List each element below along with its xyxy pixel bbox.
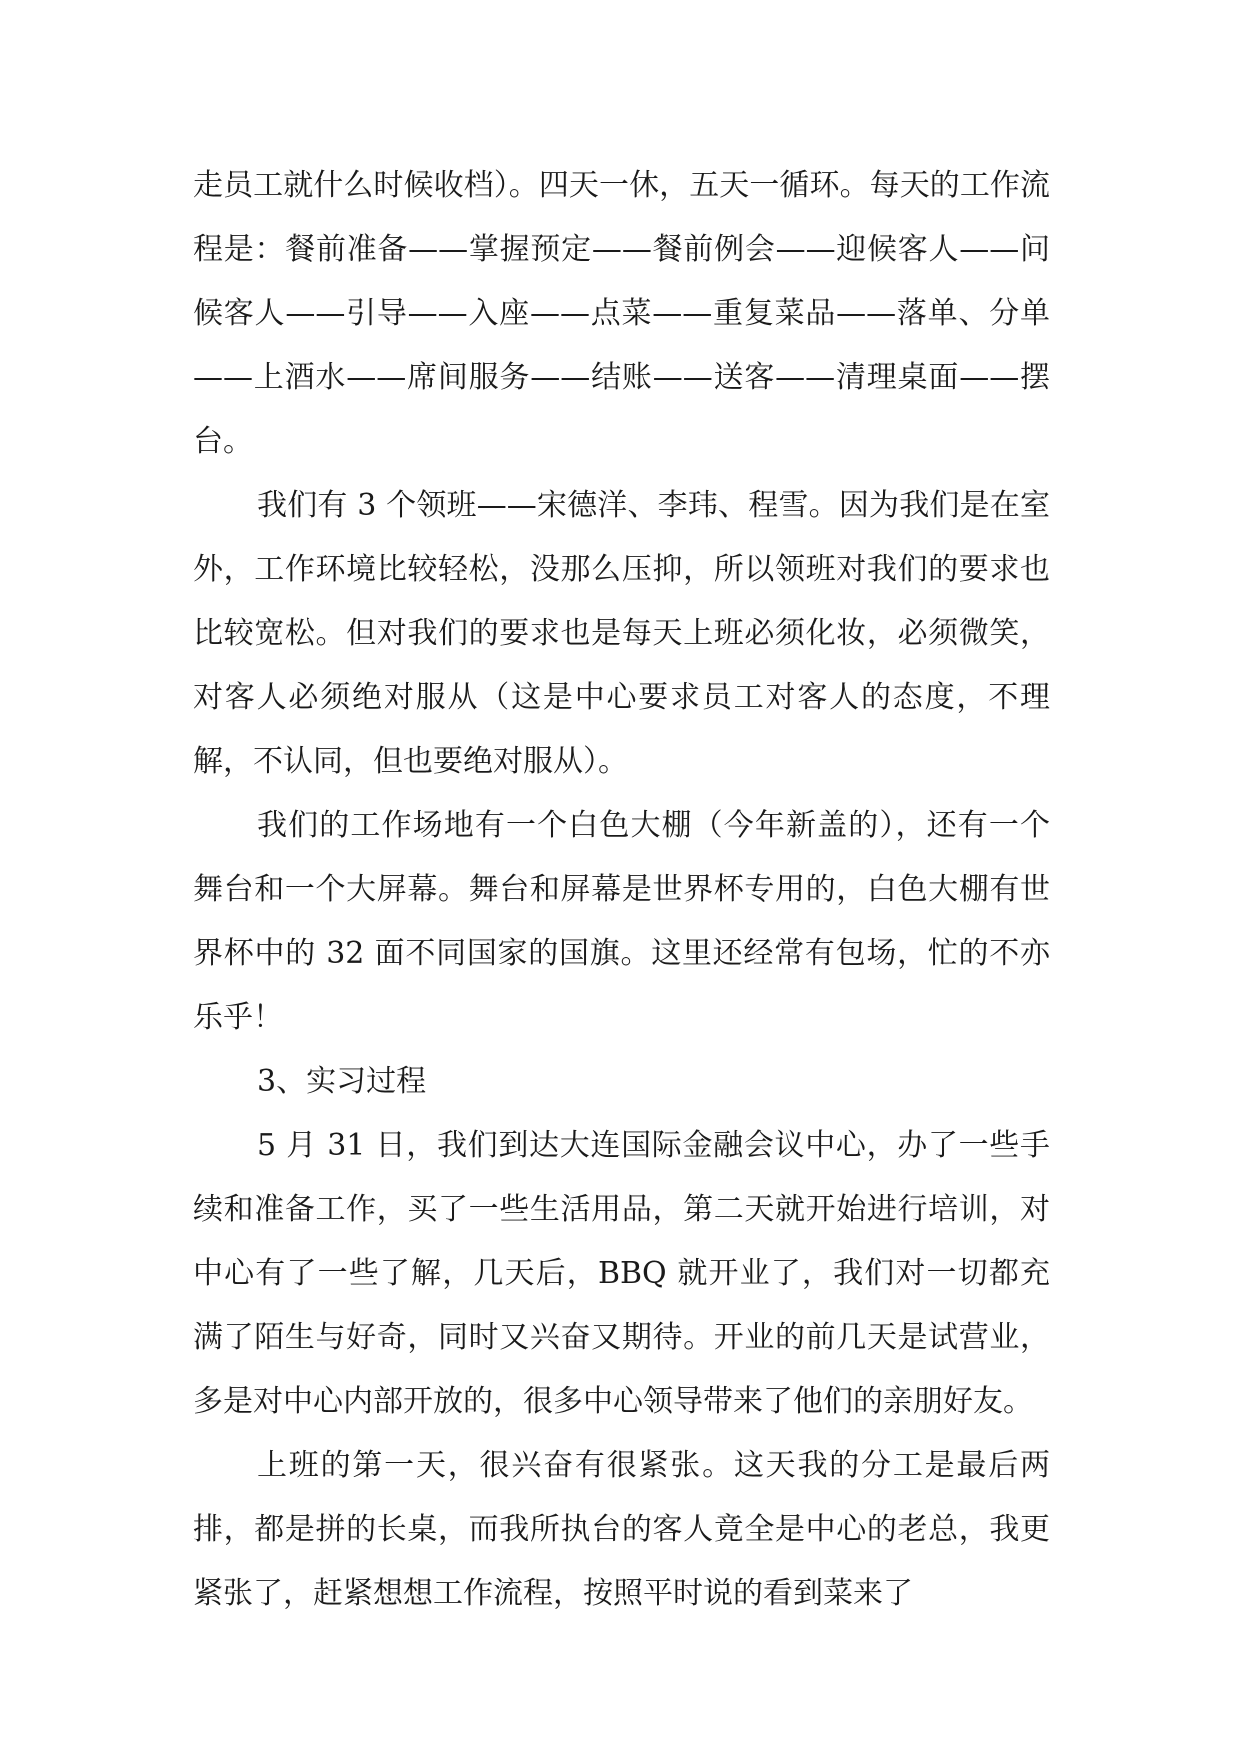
paragraph-work-process: 走员工就什么时候收档）。四天一休，五天一循环。每天的工作流程是：餐前准备——掌握预定——餐前例会——迎候客人——问候客人——引导——入座——点菜——重复菜品——落单、分单——上酒水——席间服务——结账——送客——清理桌面——摆台。: [193, 168, 1050, 459]
paragraph-first-day: 上班的第一天，很兴奋有很紧张。这天我的分工是最后两排，都是拼的长桌，而我所执台的客人竟全是中心的老总，我更紧张了，赶紧想想工作流程，按照平时说的看到菜来了: [193, 1448, 1050, 1611]
document-page: [193, 154, 1050, 1626]
section-heading-internship-process: 3、实习过程: [257, 1064, 427, 1099]
paragraph-arrival: 5 月 31 日，我们到达大连国际金融会议中心，办了一些手续和准备工作，买了一些生活用品，第二天就开始进行培训，对中心有了一些了解，几天后，BBQ 就开业了，我们对一切都充满了陌生与好奇，同时又兴奋又期待。开业的前几天是试营业，多是对中心内部开放的，很多中心领导带来了他们的亲朋好友。: [193, 1128, 1050, 1419]
paragraph-workplace: 我们的工作场地有一个白色大棚（今年新盖的），还有一个舞台和一个大屏幕。舞台和屏幕是世界杯专用的，白色大棚有世界杯中的 32 面不同国家的国旗。这里还经常有包场，忙的不亦乐乎！: [193, 808, 1050, 1035]
paragraph-team-leaders: 我们有 3 个领班——宋德洋、李玮、程雪。因为我们是在室外，工作环境比较轻松，没那么压抑，所以领班对我们的要求也比较宽松。但对我们的要求也是每天上班必须化妆，必须微笑，对客人必须绝对服从（这是中心要求员工对客人的态度，不理解，不认同，但也要绝对服从）。: [193, 488, 1050, 779]
